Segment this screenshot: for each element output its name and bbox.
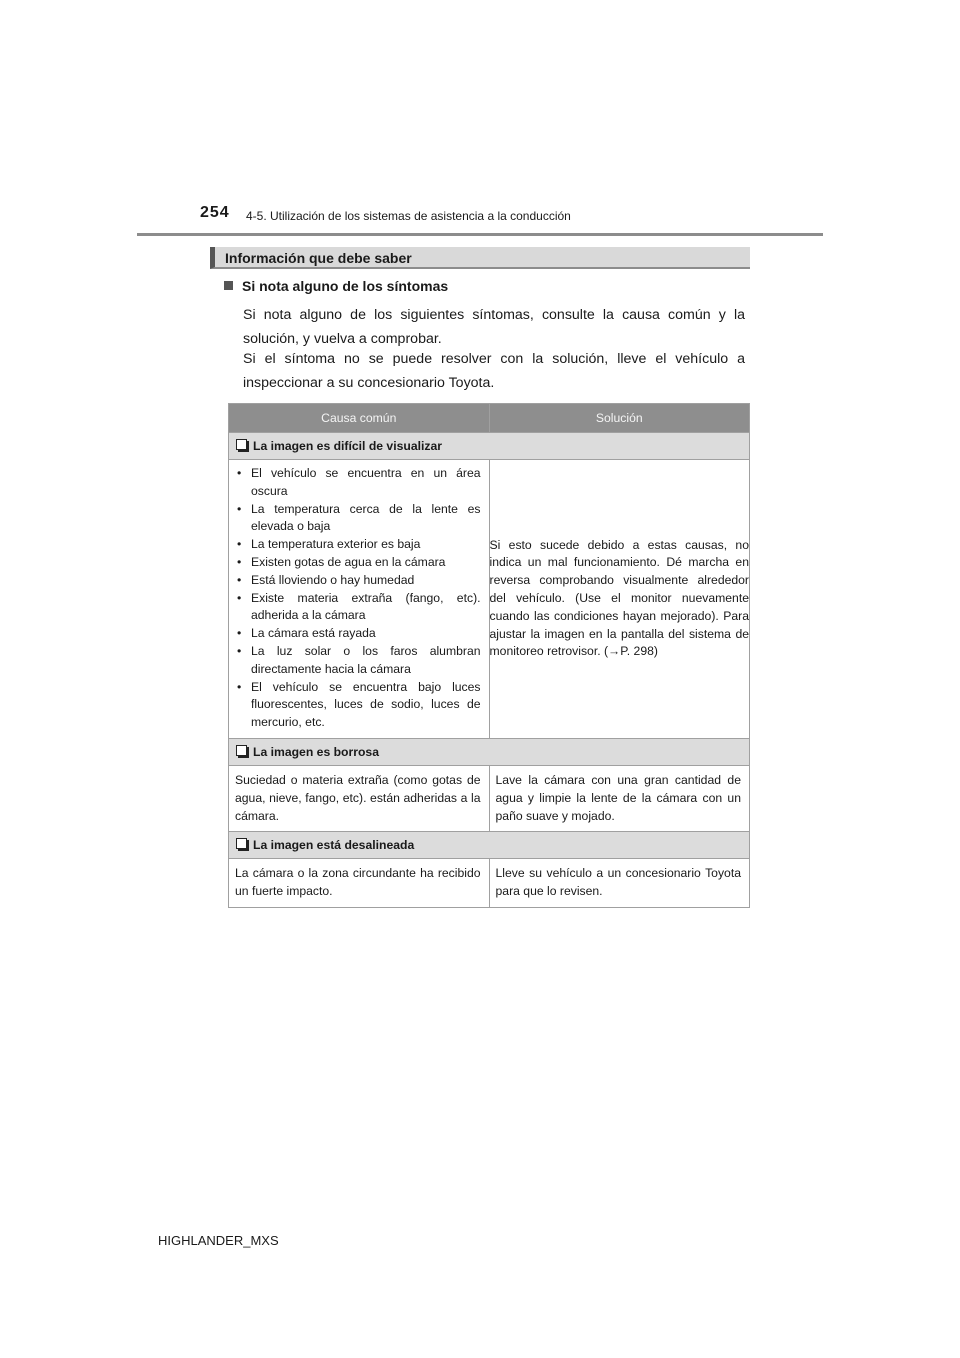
category-cell [229, 832, 750, 859]
category-title: La imagen está desalineada [253, 838, 415, 853]
list-item: • La temperatura cerca de la lente es elevada o baja [235, 501, 481, 537]
list-item: • El vehículo se encuentra en un área oscura [235, 465, 481, 501]
category-row [229, 738, 750, 765]
cause-cell: La cámara o la zona circundante ha recibido un fuerte impacto. [229, 859, 490, 908]
checkbox-icon [236, 838, 247, 849]
category-cell [229, 738, 750, 765]
category-title: La imagen es borrosa [253, 744, 379, 759]
category-row [229, 433, 750, 460]
category-cell [229, 433, 750, 460]
solution-cell: Lleve su vehículo a un concesionario Toyota para que lo revisen. [489, 859, 749, 908]
list-item: • El vehículo se encuentra bajo luces fluorescentes, luces de sodio, luces de mercurio, etc. [235, 679, 481, 732]
list-item: • Está lloviendo o hay humedad [235, 572, 481, 590]
table-row [229, 460, 750, 739]
chapter-title: 4-5. Utilización de los sistemas de asistencia a la conducción [246, 209, 571, 223]
footer-model-code: HIGHLANDER_MXS [158, 1233, 279, 1248]
info-section-bar [210, 247, 750, 269]
category-row [229, 832, 750, 859]
advice-paragraph: Si el síntoma no se puede resolver con la solución, lleve el vehículo a inspeccionar a su concesionario Toyota. [243, 351, 745, 391]
cause-list [229, 460, 489, 738]
square-bullet-icon [224, 281, 233, 290]
column-header-solution: Solución [489, 404, 749, 433]
intro-paragraph: Si nota alguno de los siguientes síntomas, consulte la causa común y la solución, y vuelva a comprobar. [243, 307, 745, 347]
list-item: • La temperatura exterior es baja [235, 536, 481, 554]
list-item: • La cámara está rayada [235, 625, 481, 643]
solution-cell: Lave la cámara con una gran cantidad de agua y limpie la lente de la cámara con un paño suave y mojado. [489, 765, 749, 831]
symptom-table [228, 403, 750, 908]
list-item: • Existen gotas de agua en la cámara [235, 554, 481, 572]
list-item: • Existe materia extraña (fango, etc). adherida a la cámara [235, 590, 481, 626]
checkbox-icon [236, 439, 247, 450]
list-item: • La luz solar o los faros alumbran directamente hacia la cámara [235, 643, 481, 679]
column-header-cause: Causa común [229, 404, 490, 433]
info-section-label: Información que debe saber [225, 250, 412, 266]
section-heading-text: Si nota alguno de los síntomas [242, 278, 449, 294]
table-row [229, 765, 750, 831]
solution-cell: Si esto sucede debido a estas causas, no indica un mal funcionamiento. Dé marcha en reversa comprobando visualmente alrededor del vehículo. (Use el monitor nuevamente cuando las condiciones hayan mejorado). Para ajustar la imagen en la pantalla del sistema de monitoreo retrovisor. (→P. 298) [489, 460, 749, 739]
category-title: La imagen es difícil de visualizar [253, 439, 442, 453]
checkbox-icon [236, 745, 247, 756]
cause-cell [229, 460, 490, 739]
cause-cell: Suciedad o materia extraña (como gotas de agua, nieve, fango, etc). están adheridas a la cámara. [229, 765, 490, 831]
table-row [229, 859, 750, 908]
table-header-row [229, 404, 750, 433]
header-divider [137, 233, 823, 236]
section-heading [224, 278, 448, 294]
page-number: 254 [200, 204, 230, 221]
